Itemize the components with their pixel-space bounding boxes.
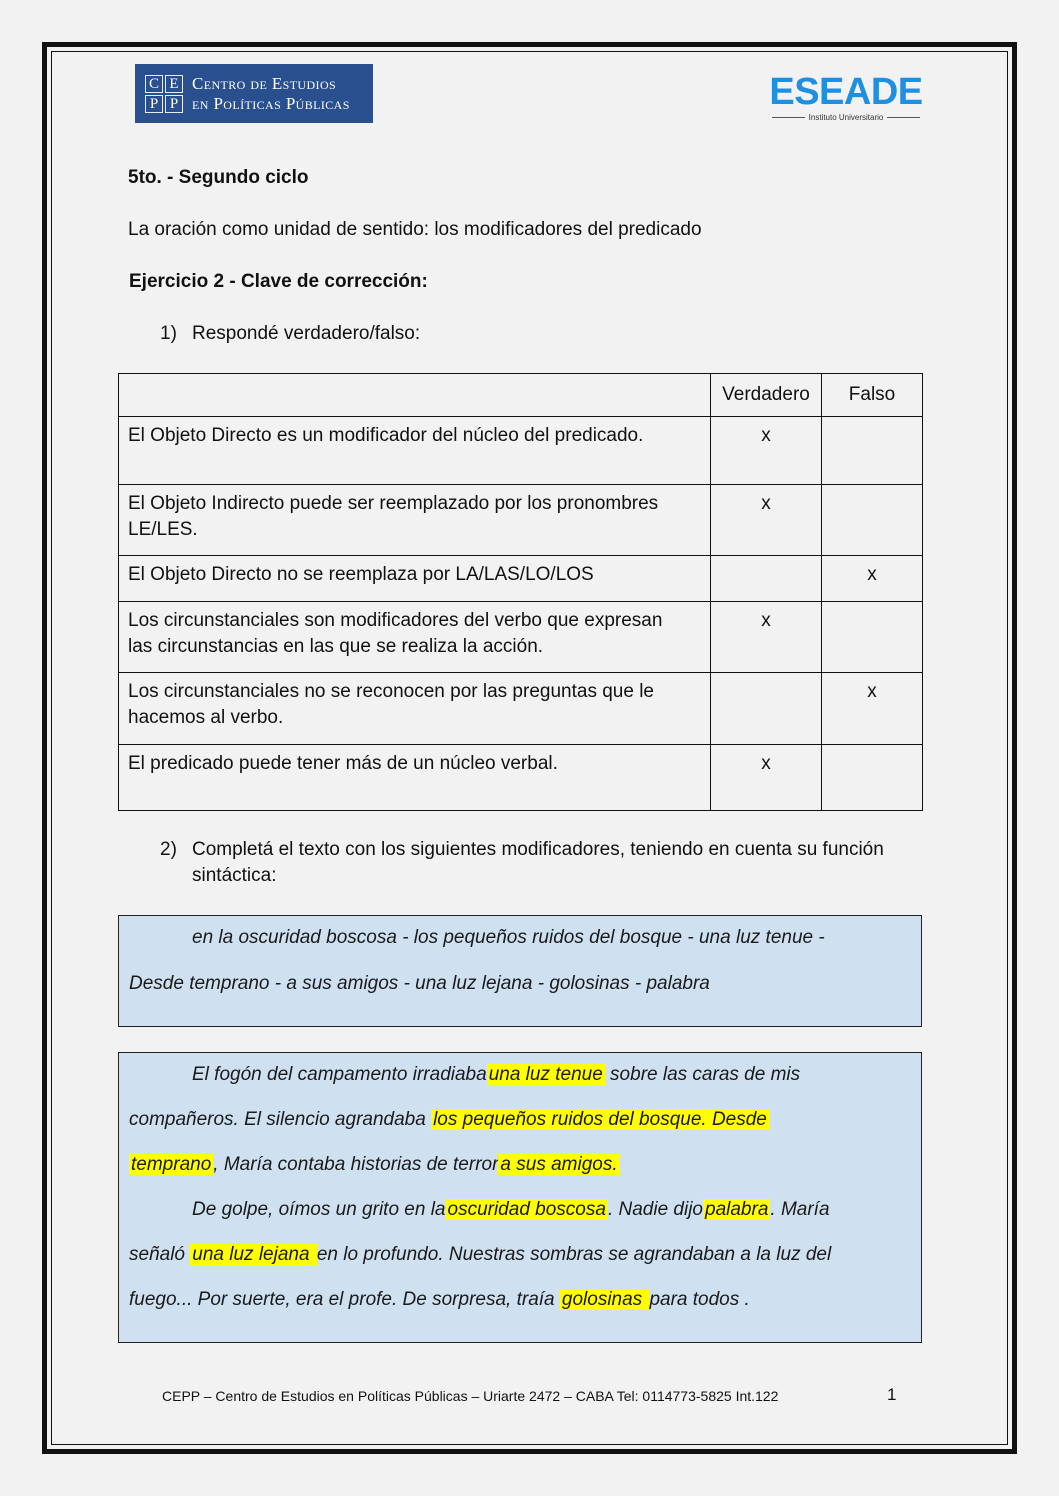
answer-text-line xyxy=(129,1287,750,1313)
answer-text-line xyxy=(192,1062,800,1088)
true-mark: x xyxy=(711,417,822,485)
statement-cell xyxy=(119,417,711,485)
cepp-letter: C xyxy=(145,75,163,93)
eseade-subtitle-text: Instituto Universitario xyxy=(808,113,884,122)
highlighted-answer: una luz lejana xyxy=(192,1244,315,1265)
eseade-logo xyxy=(768,72,924,124)
false-mark xyxy=(822,485,923,556)
statement-line: las circunstancias en las que se realiza la acción. xyxy=(128,636,544,657)
cepp-letter: P xyxy=(165,95,183,113)
text-segment: en lo profundo. Nuestras sombras se agrandaban a la luz del xyxy=(316,1244,832,1265)
options-line-1: en la oscuridad boscosa - los pequeños ruidos del bosque - una luz tenue - xyxy=(192,927,825,948)
highlighted-answer: los pequeños ruidos del bosque. Desde xyxy=(433,1109,767,1130)
false-mark: x xyxy=(822,673,923,745)
question-2-prompt-line1: Completá el texto con los siguientes modificadores, teniendo en cuenta su función xyxy=(192,839,884,860)
statement-line: El predicado puede tener más de un núcleo verbal. xyxy=(128,753,558,774)
modifier-options-box xyxy=(118,915,922,1027)
text-segment: sobre las caras de mis xyxy=(604,1064,801,1085)
exercise-heading: Ejercicio 2 - Clave de corrección: xyxy=(129,271,428,292)
answer-text-line xyxy=(129,1152,620,1178)
topic-title: La oración como unidad de sentido: los modificadores del predicado xyxy=(128,219,702,240)
divider xyxy=(887,117,920,118)
statement-cell xyxy=(119,745,711,811)
highlighted-answer: una luz tenue xyxy=(488,1064,603,1085)
text-segment: De golpe, oímos un grito en la xyxy=(192,1199,446,1220)
question-1-number: 1) xyxy=(160,323,177,344)
table-header-empty xyxy=(119,374,711,417)
cepp-letter: E xyxy=(165,75,183,93)
text-segment: , María contaba historias de terror xyxy=(213,1154,499,1175)
table-header-row xyxy=(119,374,923,417)
table-row xyxy=(119,556,923,602)
true-mark: x xyxy=(711,745,822,811)
statement-line: LE/LES. xyxy=(128,519,198,540)
false-mark: x xyxy=(822,556,923,602)
question-2-number: 2) xyxy=(160,839,177,860)
page-number: 1 xyxy=(887,1385,897,1404)
statement-line: El Objeto Directo es un modificador del núcleo del predicado. xyxy=(128,425,644,446)
question-2-prompt-line2: sintáctica: xyxy=(192,865,277,886)
eseade-logo-subtitle xyxy=(768,113,924,122)
true-mark xyxy=(711,673,822,745)
column-header-false: Falso xyxy=(822,374,923,417)
false-mark xyxy=(822,602,923,673)
cepp-logo xyxy=(135,64,373,123)
statement-cell xyxy=(119,485,711,556)
answer-text-line xyxy=(192,1197,830,1223)
text-segment: señaló xyxy=(129,1244,191,1265)
statement-line: El Objeto Indirecto puede ser reemplazado por los pronombres xyxy=(128,493,659,514)
highlighted-answer: a sus amigos. xyxy=(500,1154,618,1175)
true-mark xyxy=(711,556,822,602)
answer-text-line xyxy=(129,1242,831,1268)
text-segment: fuego... Por suerte, era el profe. De sorpresa, traía xyxy=(129,1289,560,1310)
true-false-table xyxy=(118,373,923,811)
eseade-logo-word: ESEADE xyxy=(769,71,923,113)
false-mark xyxy=(822,417,923,485)
statement-line: Los circunstanciales son modificadores del verbo que expresan xyxy=(128,610,663,631)
cepp-logo-line1: Centro de Estudios xyxy=(192,73,337,93)
statement-line: hacemos al verbo. xyxy=(128,707,284,728)
highlighted-answer: palabra xyxy=(705,1199,769,1220)
statement-cell xyxy=(119,556,711,602)
cepp-letter: P xyxy=(145,95,163,113)
completed-text-box xyxy=(118,1052,922,1343)
text-segment: . Nadie dijo xyxy=(607,1199,703,1220)
table-row xyxy=(119,745,923,811)
answer-text-line xyxy=(129,1107,769,1133)
column-header-true: Verdadero xyxy=(711,374,822,417)
table-row xyxy=(119,417,923,485)
text-segment: para todos . xyxy=(649,1289,750,1310)
statement-line: El Objeto Directo no se reemplaza por LA/LAS/LO/LOS xyxy=(128,564,594,585)
highlighted-answer: oscuridad boscosa xyxy=(447,1199,606,1220)
true-mark: x xyxy=(711,602,822,673)
text-segment: compañeros. El silencio agrandaba xyxy=(129,1109,432,1130)
grade-heading: 5to. - Segundo ciclo xyxy=(128,167,309,188)
highlighted-answer: golosinas xyxy=(561,1289,648,1310)
table-row xyxy=(119,485,923,556)
statement-line: Los circunstanciales no se reconocen por las preguntas que le xyxy=(128,681,654,702)
table-row xyxy=(119,602,923,673)
statement-cell xyxy=(119,673,711,745)
cepp-logo-name xyxy=(192,74,350,114)
highlighted-answer: temprano xyxy=(131,1154,212,1175)
divider xyxy=(772,117,805,118)
options-line-2: Desde temprano - a sus amigos - una luz lejana - golosinas - palabra xyxy=(129,973,710,994)
text-segment: . María xyxy=(770,1199,830,1220)
false-mark xyxy=(822,745,923,811)
statement-cell xyxy=(119,602,711,673)
true-mark: x xyxy=(711,485,822,556)
cepp-logo-line2: en Políticas Públicas xyxy=(192,93,350,113)
text-segment: El fogón del campamento irradiaba xyxy=(192,1064,487,1085)
cepp-letter-grid xyxy=(145,75,183,113)
table-row xyxy=(119,673,923,745)
footer-text: CEPP – Centro de Estudios en Políticas Públicas – Uriarte 2472 – CABA Tel: 0114773-5825 Int.122 xyxy=(162,1388,779,1404)
question-1-prompt: Respondé verdadero/falso: xyxy=(192,323,421,344)
